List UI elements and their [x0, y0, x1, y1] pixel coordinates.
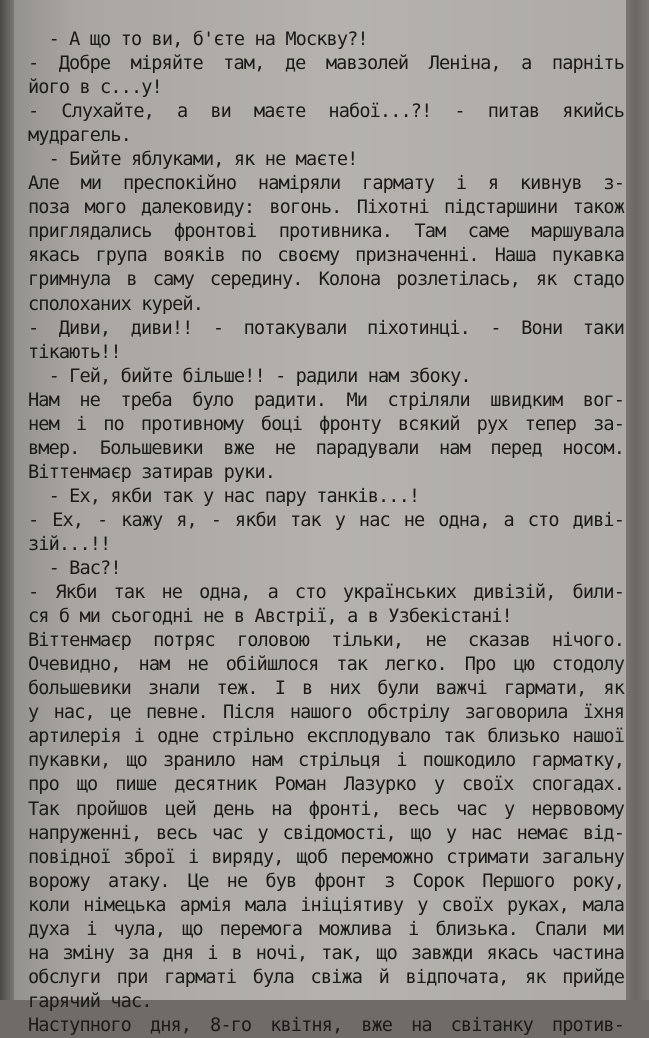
- text-line: - Добре міряйте там, де мавзолей Леніна, а парніть: [28, 53, 624, 75]
- text-line: артилерія і одне стрільно експлодувало так близько нашої: [28, 726, 624, 748]
- text-line: - Вас?!: [28, 558, 121, 580]
- text-line: Очевидно, нам не обійшлося так легко. Про цю стодолу: [28, 654, 624, 676]
- text-line: про що пише десятник Роман Лазурко у своїх спогадах.: [28, 774, 624, 796]
- text-line: - Ех, якби так у нас пару танків...!: [28, 485, 420, 507]
- text-line: ся б ми сьогодні не в Австрії, а в Узбекістані!: [28, 606, 512, 628]
- text-line: ворожу атаку. Це не був фронт з Сорок Першого року,: [28, 870, 624, 892]
- text-line: у нас, це певне. Після нашого обстрілу заговорила їхня: [28, 702, 624, 724]
- text-line: - Якби так не одна, а сто українських дивізій, били-: [28, 582, 624, 604]
- text-line: мудрагель.: [28, 125, 131, 147]
- text-line: - Слухайте, а ви маєте набої...?! - питав якийсь: [28, 101, 624, 123]
- text-line: на зміну за дня і в ночі, так, що завжди якась частина: [28, 942, 624, 964]
- text-line: сполоханих курей.: [28, 293, 204, 315]
- text-line: Нам не треба було радити. Ми стріляли швидким вог-: [28, 389, 624, 411]
- text-line: приглядались фронтові противника. Там саме маршувала: [28, 221, 624, 243]
- text-line: Наступного дня, 8-го квітня, вже на світанку против-: [28, 1014, 624, 1036]
- body-text: [28, 28, 624, 1038]
- text-line: Так пройшов цей день на фронті, весь час у нервовому: [28, 798, 624, 820]
- text-line: вмер. Большевики вже не парадували нам перед носом.: [28, 437, 624, 459]
- text-line: Віттенмаєр затирав руки.: [28, 461, 276, 483]
- text-line: большевики знали теж. І в них були важчі гармати, як: [28, 678, 624, 700]
- text-line: напруженні, весь час у свідомості, що у нас немає від-: [28, 822, 624, 844]
- text-line: духа і чула, що перемога можлива і близька. Спали ми: [28, 918, 624, 940]
- text-line: повідної зброї і виряду, щоб переможно стримати загальну: [28, 846, 624, 868]
- text-line: - Диви, диви!! - потакували піхотинці. - Вони таки: [28, 317, 624, 339]
- text-line: нем і по противному боці фронту всякий рух тепер за-: [28, 413, 624, 435]
- text-line: - Ех, - кажу я, - якби так у нас не одна, а сто диві-: [28, 509, 624, 531]
- text-line: поза мого далековиду: вогонь. Піхотні підстаршини також: [28, 197, 624, 219]
- text-line: гарячий час.: [28, 990, 152, 1012]
- text-line: тікають!!: [28, 341, 121, 363]
- text-line: - Бийте яблуками, як не маєте!: [28, 149, 358, 171]
- text-line: Але ми преспокійно наміряли гармату і я кивнув з-: [28, 173, 624, 195]
- text-line: якась група вояків по своєму призначенні. Наша пукавка: [28, 245, 624, 267]
- text-line: обслуги при гарматі була свіжа й відпочата, як прийде: [28, 966, 624, 988]
- text-line: зій...!!: [28, 533, 111, 555]
- book-spine: [0, 0, 14, 1000]
- text-line: гримнула в саму середину. Колона розлетілась, як стадо: [28, 269, 624, 291]
- text-line: - А що то ви, б'єте на Москву?!: [28, 29, 368, 50]
- text-line: Віттенмаєр потряс головою тільки, не сказав нічого.: [28, 630, 624, 652]
- page-edge: [626, 0, 649, 1000]
- text-line: пукавки, що зранило нам стрільця і пошкодило гарматку,: [28, 750, 624, 772]
- text-line: - Гей, бийте більше!! - радили нам збоку.: [28, 365, 471, 387]
- text-line: коли німецька армія мала ініціятиву у своїх руках, мала: [28, 894, 624, 916]
- text-line: його в с...у!: [28, 77, 162, 99]
